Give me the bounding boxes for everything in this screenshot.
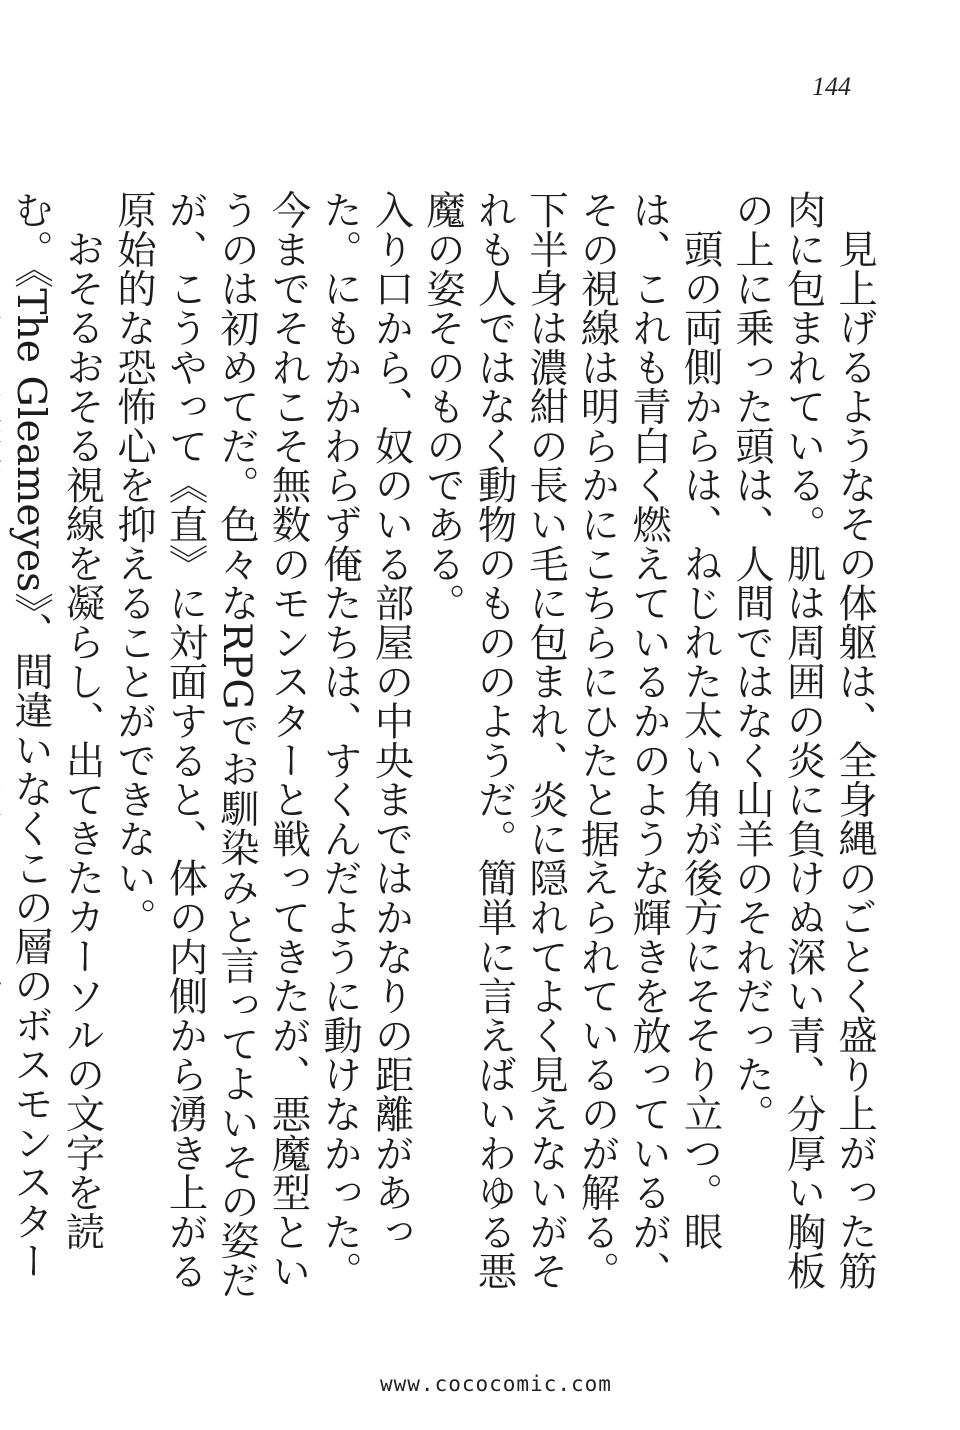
paragraph-4: おそるおそる視線を凝らし、出てきたカーソルの文字を読む。《The Gleameyes》、間違いなくこの層のボスモンスター (8, 190, 105, 1281)
footer-watermark-url: www.cococomic.com (380, 1372, 612, 1396)
paragraph-3: 入り口から、奴のいる部屋の中央まではかなりの距離があった。にもかかわらず俺たちは、すくんだように動けなかった。今までそれこそ無数のモンスターと戦ってきたが、悪魔型というのは初めてだ。色々なRPGでお馴染みと言ってよいその姿だが、こうやって《直》に対面すると、体の内側から湧き上がる原始的な恐怖心を抑えることができない。 (111, 190, 414, 1300)
page-number: 144 (812, 72, 851, 101)
paragraph-2: 頭の両側からは、ねじれた太い角が後方にそそり立つ。眼は、これも青白く燃えているかのような輝きを放っているが、その視線は明らかにこちらにひたと据えられているのが解る。下半身は濃紺の長い毛に包まれ、炎に隠れてよく見えないがそれも人ではなく動物のもののようだ。簡単に言えばいわゆる悪魔の姿そのものである。 (420, 190, 723, 1291)
novel-body-text (8, 190, 880, 1300)
paragraph-1: 見上げるようなその体躯は、全身縄のごとく盛り上がった筋肉に包まれている。肌は周囲の炎に負けぬ深い青、分厚い胸板の上に乗った頭は、人間ではなく山羊のそれだった。 (729, 190, 877, 1291)
